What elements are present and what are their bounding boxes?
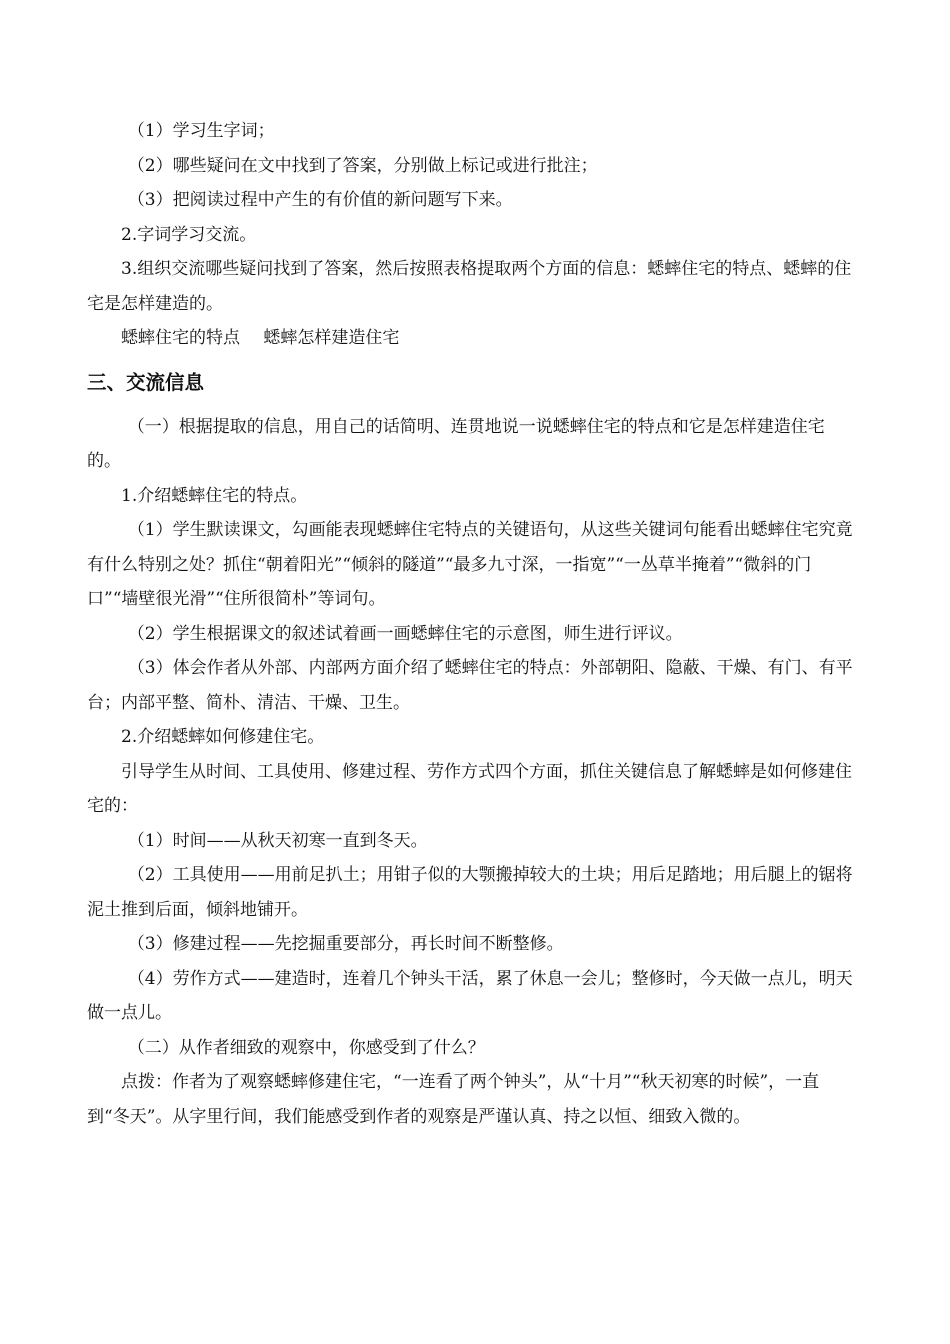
point1-item-3: （3）体会作者从外部、内部两方面介绍了蟋蟀住宅的特点：外部朝阳、隐蔽、干燥、有门、有平台；内部平整、简朴、清洁、干燥、卫生。 xyxy=(87,658,853,713)
point2-item-1: （1）时间——从秋天初寒一直到冬天。 xyxy=(127,830,428,851)
step1-item-2: （2）哪些疑问在文中找到了答案，分别做上标记或进行批注； xyxy=(127,155,598,176)
step1-item-3: （3）把阅读过程中产生的有价值的新问题写下来。 xyxy=(127,190,513,210)
table-header-features: 蟋蟀住宅的特点 xyxy=(121,328,240,348)
section-heading: 三、交流信息 xyxy=(87,370,205,394)
point2-intro: 引导学生从时间、工具使用、修建过程、劳作方式四个方面，抓住关键信息了解蟋蟀是如何修建住宅的： xyxy=(87,761,852,816)
step2-paragraph: 2.字词学习交流。 xyxy=(121,224,257,245)
document-body xyxy=(87,114,857,1134)
point1-item-1: （1）学生默读课文，勾画能表现蟋蟀住宅特点的关键语句，从这些关键词句能看出蟋蟀住宅究竟有什么特别之处？抓住“朝着阳光”“倾斜的隧道”“最多九寸深，一指宽”“一丛草半掩着”“微斜的门口”“墙壁很光滑”“住所很简朴”等词句。 xyxy=(87,520,853,609)
point2-item-4: （4）劳作方式——建造时，连着几个钟头干活，累了休息一会儿；整修时，今天做一点儿，明天做一点儿。 xyxy=(87,968,853,1023)
point2-title: 2.介绍蟋蟀如何修建住宅。 xyxy=(121,727,325,747)
part2-question: （二）从作者细致的观察中，你感受到了什么？ xyxy=(127,1037,485,1058)
table-header-construction: 蟋蟀怎样建造住宅 xyxy=(263,328,400,348)
point2-item-2: （2）工具使用——用前足扒土；用钳子似的大颚搬掉较大的土块；用后足踏地；用后腿上的锯将泥土推到后面，倾斜地铺开。 xyxy=(87,865,853,920)
step3-paragraph: 3.组织交流哪些疑问找到了答案，然后按照表格提取两个方面的信息：蟋蟀住宅的特点、蟋蟀的住宅是怎样建造的。 xyxy=(87,259,852,314)
point1-title: 1.介绍蟋蟀住宅的特点。 xyxy=(121,485,308,506)
part1-intro: （一）根据提取的信息，用自己的话简明、连贯地说一说蟋蟀住宅的特点和它是怎样建造住宅的。 xyxy=(87,416,825,471)
step1-item-1: （1）学习生字词； xyxy=(127,121,275,141)
info-table-header-row xyxy=(87,321,857,356)
part2-answer: 点拨：作者为了观察蟋蟀修建住宅，“一连看了两个钟头”，从“十月”“秋天初寒的时候”，一直到“冬天”。从字里行间，我们能感受到作者的观察是严谨认真、持之以恒、细致入微的。 xyxy=(87,1072,820,1127)
point1-item-2: （2）学生根据课文的叙述试着画一画蟋蟀住宅的示意图，师生进行评议。 xyxy=(127,623,683,644)
point2-item-3: （3）修建过程——先挖掘重要部分，再长时间不断整修。 xyxy=(127,934,564,954)
